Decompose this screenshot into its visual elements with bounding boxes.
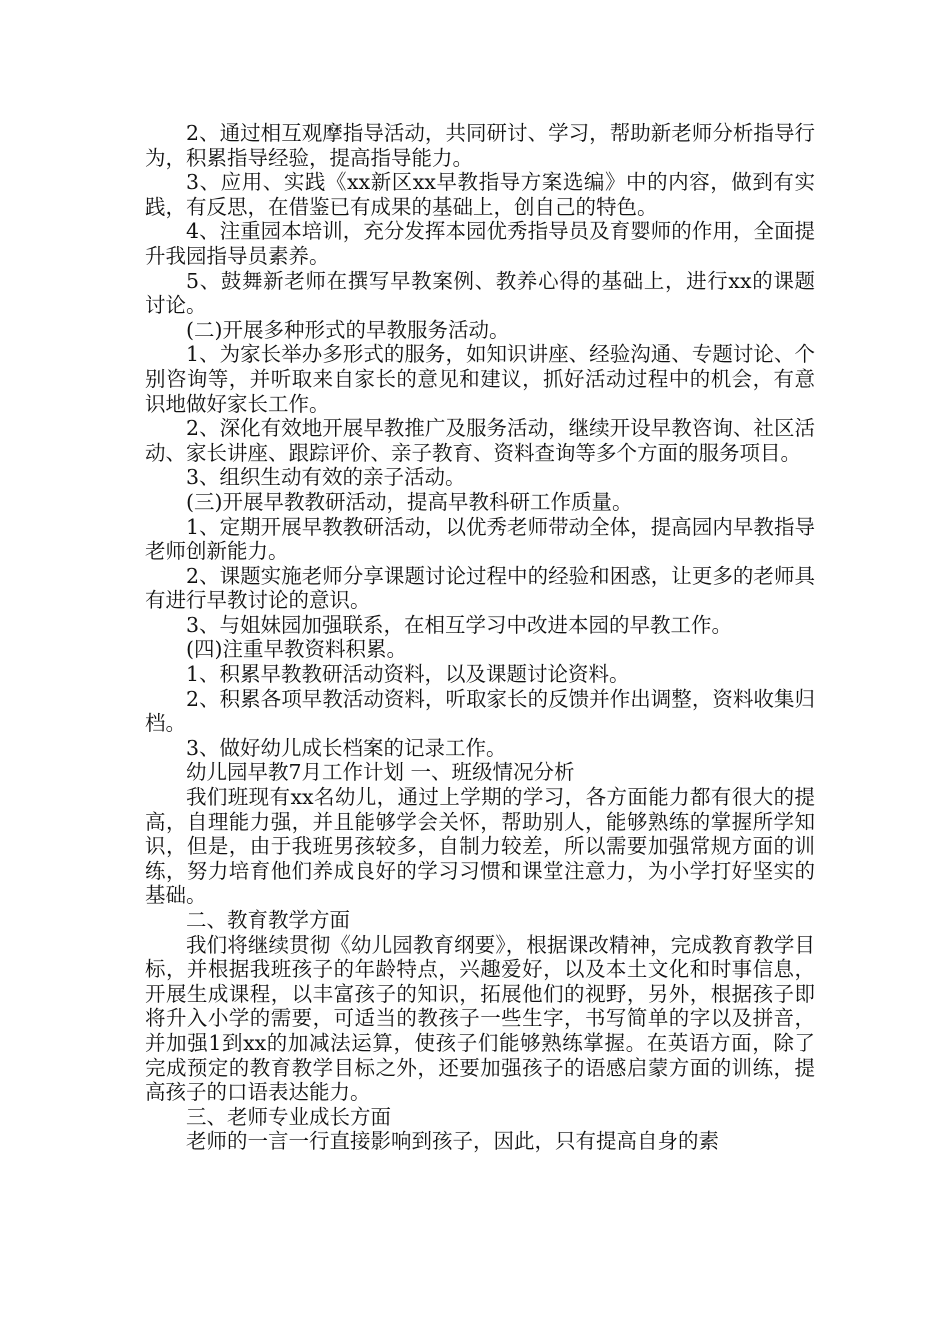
paragraph: 5、鼓舞新老师在撰写早教案例、教养心得的基础上，进行xx的课题讨论。: [145, 268, 815, 318]
paragraph: 3、组织生动有效的亲子活动。: [186, 465, 466, 490]
section-heading: (二)开展多种形式的早教服务活动。: [186, 317, 510, 342]
paragraph: 我们将继续贯彻《幼儿园教育纲要》，根据课改精神，完成教育教学目标，并根据我班孩子的年龄特点，兴趣爱好，以及本土文化和时事信息，开展生成课程，以丰富孩子的知识，拓展他们的视野，另外，根据孩子即将升入小学的需要，可适当的教孩子一些生字，书写简单的字以及拼音，并加强1到xx的加减法运算，使孩子们能够熟练掌握。在英语方面，除了完成预定的教育教学目标之外，还要加强孩子的语感启蒙方面的训练，提高孩子的口语表达能力。: [145, 932, 815, 1105]
paragraph: 3、应用、实践《xx新区xx早教指导方案选编》中的内容，做到有实践，有反思，在借鉴已有成果的基础上，创自己的特色。: [145, 170, 815, 219]
paragraph: 2、积累各项早教活动资料，听取家长的反馈并作出调整，资料收集归档。: [145, 686, 815, 736]
paragraph: 3、做好幼儿成长档案的记录工作。: [186, 735, 507, 760]
section-heading: 二、教育教学方面: [186, 908, 350, 932]
document-body: [145, 121, 815, 1154]
paragraph: 3、与姐妹园加强联系，在相互学习中改进本园的早教工作。: [186, 612, 733, 637]
document-title: 幼儿园早教7月工作计划 一、班级情况分析: [186, 760, 575, 785]
paragraph: 老师的一言一行直接影响到孩子，因此，只有提高自身的素: [186, 1129, 719, 1154]
paragraph: 1、定期开展早教教研活动，以优秀老师带动全体，提高园内早教指导老师创新能力。: [145, 514, 815, 564]
paragraph: 2、课题实施老师分享课题讨论过程中的经验和困惑，让更多的老师具有进行早教讨论的意识。: [145, 563, 815, 613]
paragraph: 1、为家长举办多形式的服务，如知识讲座、经验沟通、专题讨论、个别咨询等，并听取来自家长的意见和建议，抓好活动过程中的机会，有意识地做好家长工作。: [145, 342, 815, 416]
paragraph: 我们班现有xx名幼儿，通过上学期的学习，各方面能力都有很大的提高，自理能力强，并且能够学会关怀，帮助别人，能够熟练的掌握所学知识，但是，由于我班男孩较多，自制力较差，所以需要加强常规方面的训练，努力培育他们养成良好的学习习惯和课堂注意力，为小学打好坚实的基础。: [145, 785, 815, 908]
section-heading: (三)开展早教教研活动，提高早教科研工作质量。: [186, 489, 633, 514]
paragraph: 1、积累早教教研活动资料，以及课题讨论资料。: [186, 662, 630, 687]
section-heading: 三、老师专业成长方面: [186, 1104, 391, 1129]
section-heading: (四)注重早教资料积累。: [186, 637, 407, 662]
paragraph: 2、通过相互观摩指导活动，共同研讨、学习，帮助新老师分析指导行为，积累指导经验，提高指导能力。: [145, 121, 815, 170]
paragraph: 2、深化有效地开展早教推广及服务活动，继续开设早教咨询、社区活动、家长讲座、跟踪评价、亲子教育、资料查询等多个方面的服务项目。: [145, 416, 815, 465]
paragraph: 4、注重园本培训，充分发挥本园优秀指导员及育婴师的作用，全面提升我园指导员素养。: [145, 219, 815, 268]
